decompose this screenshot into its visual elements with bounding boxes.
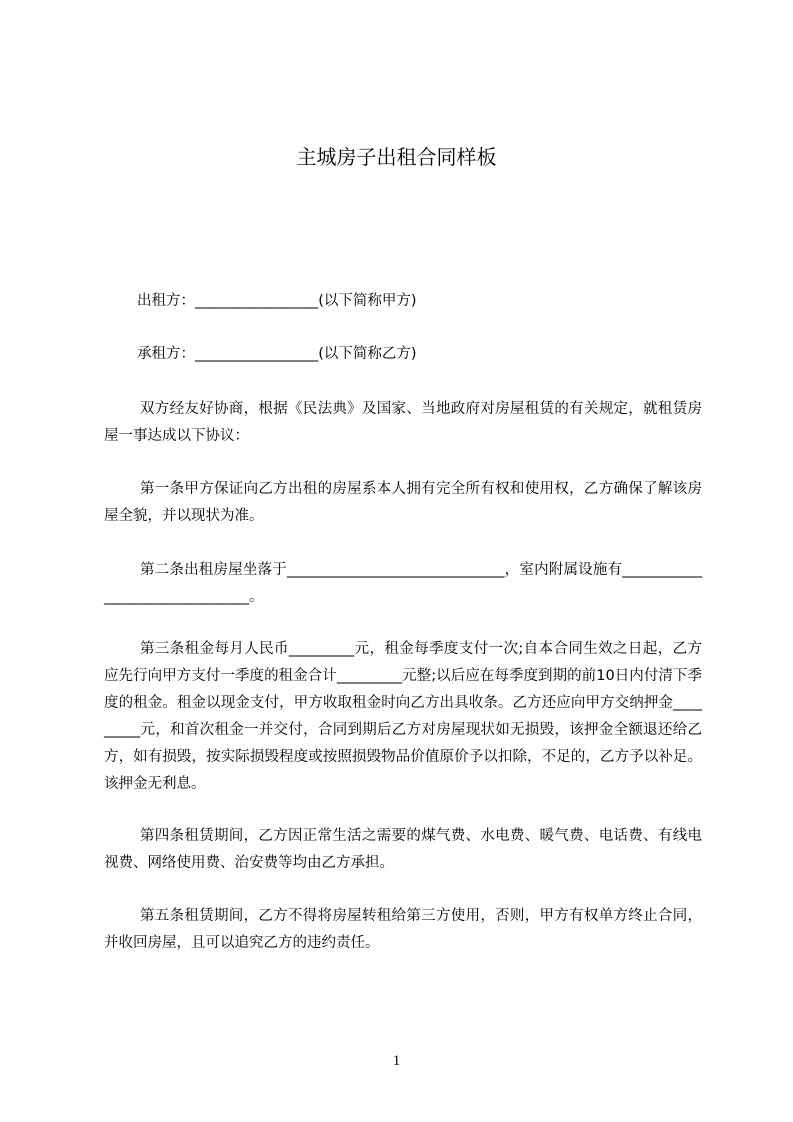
document-title: 主城房子出租合同样板: [296, 145, 497, 169]
page-number: 1: [392, 1053, 401, 1069]
article-5-paragraph: 第五条租赁期间，乙方不得将房屋转租给第三方使用，否则，甲方有权单方终止合同，并收回房屋，且可以追究乙方的违约责任。: [104, 908, 702, 951]
article-4-paragraph: 第四条租赁期间，乙方因正常生活之需要的煤气费、水电费、暖气费、电话费、有线电视费、网络使用费、治安费等均由乙方承担。: [104, 828, 702, 871]
lessor-line: 出租方：_________________(以下简称甲方): [137, 293, 417, 309]
article-2-paragraph: 第二条出租房屋坐落于______________________________，室内附属设施有_______________________________。: [104, 562, 702, 605]
article-3-paragraph: 第三条租金每月人民币_________元，租金每季度支付一次;自本合同生效之日起，乙方应先行向甲方支付一季度的租金合计_________元整;以后应在每季度到期的前10日内付清下季度的租金。租金以现金支付，甲方收取租金时向乙方出具收条。乙方还应向甲方交纳押金_________元，和首次租金一并交付，合同到期后乙方对房屋现状如无损毁，该押金全额退还给乙方，如有损毁，按实际损毁程度或按照损毁物品价值原价予以扣除，不足的，乙方予以补足。该押金无利息。: [104, 641, 702, 792]
intro-paragraph: 双方经友好协商，根据《民法典》及国家、当地政府对房屋租赁的有关规定，就租赁房屋一事达成以下协议：: [104, 401, 702, 444]
article-1-paragraph: 第一条甲方保证向乙方出租的房屋系本人拥有完全所有权和使用权，乙方确保了解该房屋全貌，并以现状为准。: [104, 481, 702, 524]
lessee-line: 承租方：_________________(以下简称乙方): [137, 346, 417, 362]
